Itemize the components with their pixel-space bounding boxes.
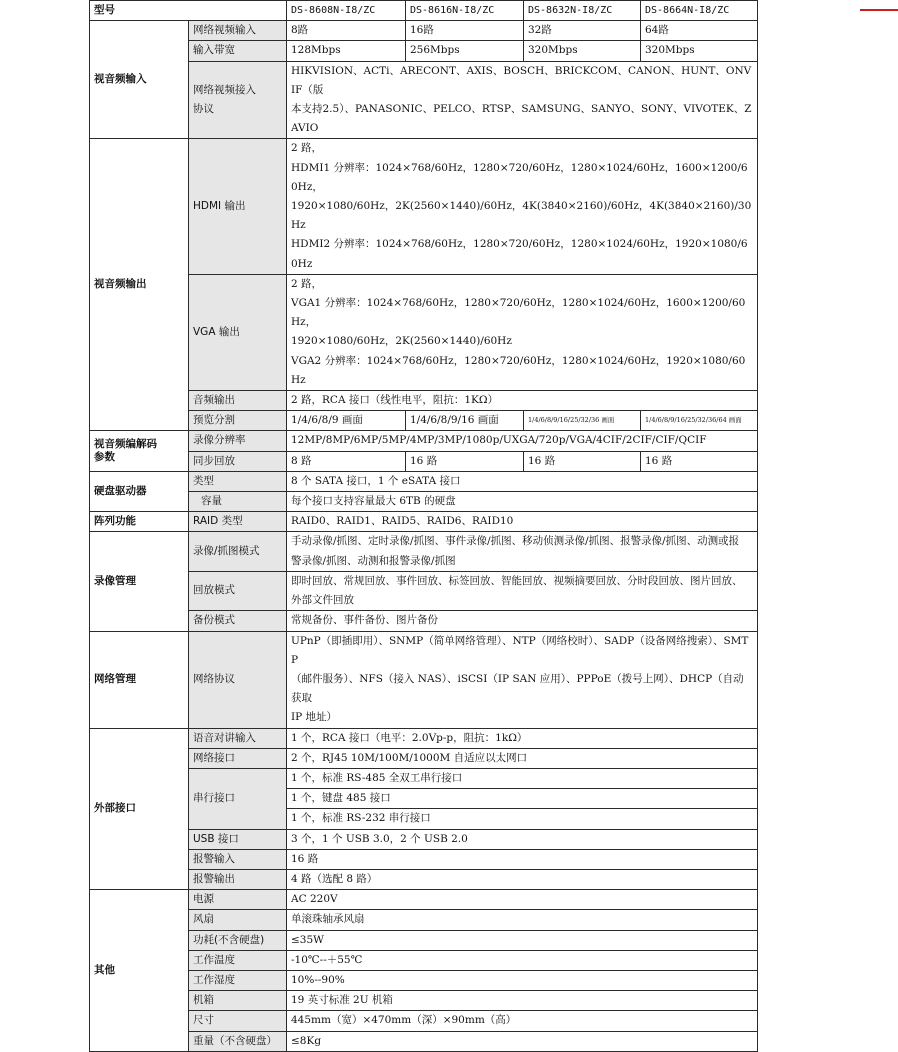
cell-value: ≤8Kg [287,1031,758,1051]
table-row [90,61,758,139]
value-line: 1920×1080/60Hz，2K(2560×1440)/60Hz，4K(3840×2160)/60Hz，4K(3840×2160)/30Hz [291,200,752,232]
row-label: 网络视频输入 [189,21,287,41]
cell-value: 445mm（宽）×470mm（深）×90mm（高） [287,1011,758,1031]
row-label: 风扇 [189,910,287,930]
model-name: DS-8616N-I8/ZC [406,1,524,21]
cell-value: 12MP/8MP/6MP/5MP/4MP/3MP/1080p/UXGA/720p/VGA/4CIF/2CIF/CIF/QCIF [287,431,758,451]
row-label: 同步回放 [189,451,287,471]
row-label: 网络接口 [189,748,287,768]
cell-value: 8 个 SATA 接口，1 个 eSATA 接口 [287,471,758,491]
row-label: RAID 类型 [189,512,287,532]
category-video-audio-input: 视音频输入 [90,21,189,139]
row-label: 尺寸 [189,1011,287,1031]
table-row [90,768,758,788]
cell-value: 1 个，键盘 485 接口 [287,789,758,809]
value-line: VGA2 分辨率：1024×768/60Hz，1280×720/60Hz，1280×1024/60Hz，1920×1080/60Hz [291,354,746,386]
cell-value: AC 220V [287,890,758,910]
cell-value: 19 英寸标准 2U 机箱 [287,991,758,1011]
model-header-label: 型号 [90,1,287,21]
cell-value [287,631,758,728]
row-label-line: 网络视频接入 [193,83,256,96]
row-label: 预览分割 [189,411,287,431]
cell-value: 4 路（选配 8 路） [287,869,758,889]
model-name: DS-8664N-I8/ZC [641,1,758,21]
cell-value: 1/4/6/8/9/16/25/32/36 画面 [524,411,641,431]
table-row [90,571,758,610]
row-label: 录像/抓图模式 [189,532,287,571]
row-label: 类型 [189,471,287,491]
model-name: DS-8608N-I8/ZC [287,1,406,21]
cell-value: 320Mbps [524,41,641,61]
row-label: 输入带宽 [189,41,287,61]
cell-value: 常规备份、事件备份、图片备份 [287,611,758,631]
value-line: 2 路， [291,277,323,290]
table-row [90,950,758,970]
row-label: 备份模式 [189,611,287,631]
table-row [90,728,758,748]
table-row [90,274,758,390]
cell-value: 256Mbps [406,41,524,61]
table-row [90,910,758,930]
value-line: HDMI1 分辨率：1024×768/60Hz，1280×720/60Hz，1280×1024/60Hz，1600×1200/60Hz， [291,161,748,193]
cell-value [287,61,758,139]
cell-value: -10℃--＋55℃ [287,950,758,970]
row-label: 网络协议 [189,631,287,728]
cell-value: 128Mbps [287,41,406,61]
cell-value: 2 路，RCA 接口（线性电平，阻抗：1KΩ） [287,391,758,411]
category-external: 外部接口 [90,728,189,890]
table-header-row [90,1,758,21]
spec-table [89,0,758,1052]
value-line: 警录像/抓图、动测和报警录像/抓图 [291,554,456,567]
table-row [90,631,758,728]
row-label: 录像分辨率 [189,431,287,451]
table-row [90,512,758,532]
cell-value: 1 个，标准 RS-232 串行接口 [287,809,758,829]
cell-value: 64路 [641,21,758,41]
table-row [90,849,758,869]
cell-value [287,571,758,610]
cell-value: 1/4/6/8/9/16/25/32/36/64 画面 [641,411,758,431]
model-name: DS-8632N-I8/ZC [524,1,641,21]
cell-value: 3 个，1 个 USB 3.0，2 个 USB 2.0 [287,829,758,849]
value-line: IP 地址） [291,711,338,724]
row-label: 容量 [189,492,287,512]
row-label: 语音对讲输入 [189,728,287,748]
row-label: 串行接口 [189,768,287,829]
row-label: 报警输入 [189,849,287,869]
table-row [90,471,758,491]
row-label: 功耗(不含硬盘) [189,930,287,950]
row-label: 电源 [189,890,287,910]
row-label: VGA 输出 [189,274,287,390]
table-row [90,391,758,411]
row-label [189,61,287,139]
cell-value: 16 路 [287,849,758,869]
value-line: HIKVISION、ACTi、ARECONT、AXIS、BOSCH、BRICKCOM、CANON、HUNT、ONVIF（版 [291,64,752,96]
cell-value: 16路 [406,21,524,41]
row-label: 回放模式 [189,571,287,610]
cell-value: 1/4/6/8/9 画面 [287,411,406,431]
cell-value: 16 路 [524,451,641,471]
cell-value: 单滚珠轴承风扇 [287,910,758,930]
cell-value: 2 个，RJ45 10M/100M/1000M 自适应以太网口 [287,748,758,768]
table-row [90,451,758,471]
table-row [90,411,758,431]
row-label: 工作湿度 [189,970,287,990]
cell-value: 320Mbps [641,41,758,61]
row-label: 工作温度 [189,950,287,970]
value-line: 即时回放、常规回放、事件回放、标签回放、智能回放、视频摘要回放、分时段回放、图片回放、 [291,574,743,587]
cell-value: 16 路 [641,451,758,471]
table-row [90,611,758,631]
category-other: 其他 [90,890,189,1052]
value-line: HDMI2 分辨率：1024×768/60Hz，1280×720/60Hz，1280×1024/60Hz，1920×1080/60Hz [291,238,748,270]
table-row [90,869,758,889]
table-row [90,139,758,274]
value-line: 2 路， [291,142,323,155]
category-video-audio-output: 视音频输出 [90,139,189,431]
table-row [90,21,758,41]
row-label-line: 协议 [193,103,214,116]
row-label: HDMI 输出 [189,139,287,274]
value-line: 1920×1080/60Hz，2K(2560×1440)/60Hz [291,335,512,348]
value-line: 手动录像/抓图、定时录像/抓图、事件录像/抓图、移动侦测录像/抓图、报警录像/抓图、动测或报 [291,535,740,548]
cell-value: 1/4/6/8/9/16 画面 [406,411,524,431]
table-row [90,532,758,571]
cell-value: 16 路 [406,451,524,471]
table-row [90,930,758,950]
cell-value: 8 路 [287,451,406,471]
category-recording: 录像管理 [90,532,189,631]
cell-value: 32路 [524,21,641,41]
value-line: 外部文件回放 [291,594,354,607]
category-raid: 阵列功能 [90,512,189,532]
value-line: （邮件服务）、NFS（接入 NAS）、iSCSI（IP SAN 应用）、PPPoE（拨号上网）、DHCP（自动获取 [291,672,744,705]
value-line: VGA1 分辨率：1024×768/60Hz，1280×720/60Hz，1280×1024/60Hz，1600×1200/60Hz， [291,297,746,329]
category-network: 网络管理 [90,631,189,728]
cell-value [287,274,758,390]
value-line: UPnP（即插即用）、SNMP（简单网络管理）、NTP（网络校时）、SADP（设备网络搜索）、SMTP [291,634,749,666]
cell-value: 每个接口支持容量最大 6TB 的硬盘 [287,492,758,512]
row-label: 报警输出 [189,869,287,889]
table-row [90,748,758,768]
table-row [90,41,758,61]
table-row [90,431,758,451]
table-row [90,991,758,1011]
cell-value: 10%--90% [287,970,758,990]
row-label: 机箱 [189,991,287,1011]
red-rule-line [860,9,898,11]
table-row [90,829,758,849]
cell-value: RAID0、RAID1、RAID5、RAID6、RAID10 [287,512,758,532]
table-row [90,492,758,512]
row-label: 重量（不含硬盘） [189,1031,287,1051]
row-label: 音频输出 [189,391,287,411]
table-row [90,890,758,910]
cell-value: 8路 [287,21,406,41]
table-row [90,970,758,990]
cell-value: ≤35W [287,930,758,950]
cell-value [287,139,758,274]
row-label: USB 接口 [189,829,287,849]
table-row [90,1031,758,1051]
value-line: 本支持2.5）、PANASONIC、PELCO、RTSP、SAMSUNG、SANYO、SONY、VIVOTEK、ZAVIO [291,103,752,135]
cell-value [287,532,758,571]
category-codec: 视音频编解码 参数 [90,431,189,471]
cell-value: 1 个，标准 RS-485 全双工串行接口 [287,768,758,788]
cell-value: 1 个，RCA 接口（电平：2.0Vp-p，阻抗：1kΩ） [287,728,758,748]
category-hdd: 硬盘驱动器 [90,471,189,511]
table-row [90,1011,758,1031]
